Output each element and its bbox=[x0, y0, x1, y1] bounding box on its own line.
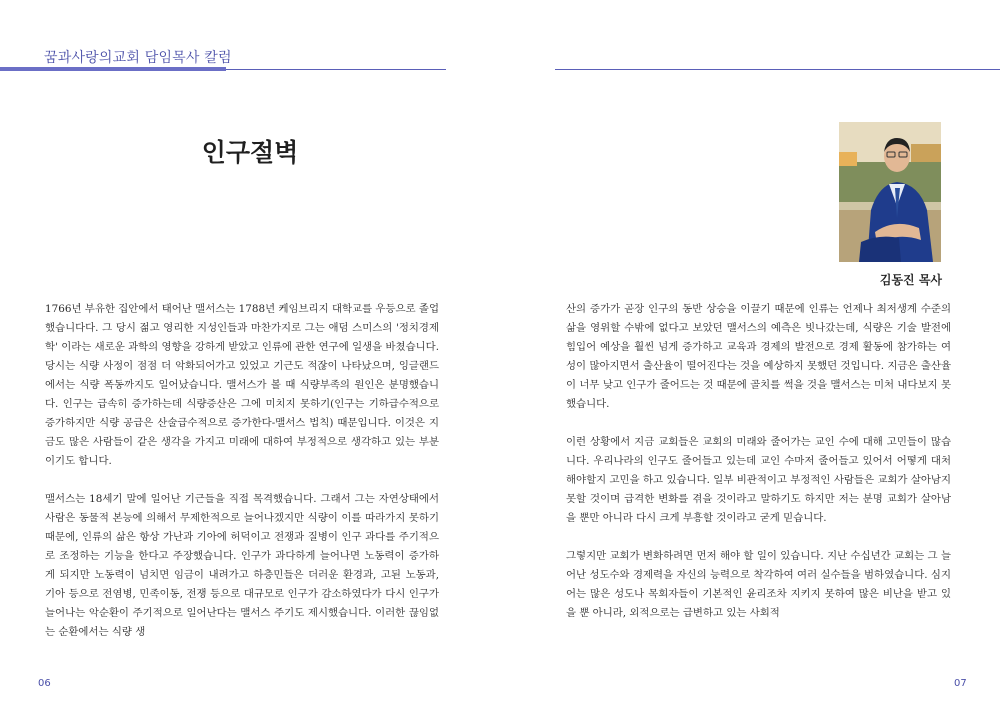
right-paragraph-1: 산의 증가가 곧장 인구의 동반 상승을 이끌기 때문에 인류는 언제나 최저생계 수준의 삶을 영위할 수밖에 없다고 보았던 맬서스의 예측은 빗나갔는데, 식량은 기술 발전에 힘입어 예상을 훨씬 넘게 증가하고 교육과 경제의 발전으로 경제 활동에 참가하는 여성이 많아지면서 출산율이 떨어진다는 것을 예상하지 못했던 것입니다. 지금은 출산율이 너무 낮고 인구가 줄어드는 것 때문에 골치를 썩을 것을 맬서스는 미처 내다보지 못했습니다. bbox=[566, 303, 951, 410]
page-number-right: 07 bbox=[954, 678, 967, 689]
left-paragraph-2: 맬서스는 18세기 말에 일어난 기근들을 직접 목격했습니다. 그래서 그는 자연상태에서 사람은 동물적 본능에 의해서 무제한적으로 늘어나겠지만 식량이 이를 따라가지 못하기 때문에, 인류의 삶은 항상 가난과 기아에 허덕이고 전쟁과 질병이 인구 과다를 주기적으로 조정하는 기능을 한다고 주장했습니다. 인구가 과다하게 늘어나면 노동력이 증가하게 되지만 노동력이 넘치면 임금이 내려가고 하층민들은 더러운 환경과, 고된 노동과, 기아 등으로 전염병, 민족이동, 전쟁 등으로 대규모로 인구가 감소하였다가 다시 인구가 늘어나는 악순환이 주기적으로 일어난다는 맬서스 주기도 제시했습니다. 이러한 끊임없는 순환에서는 식량 생 bbox=[45, 493, 439, 638]
right-paragraph-3: 그렇지만 교회가 변화하려면 먼저 해야 할 일이 있습니다. 지난 수십년간 교회는 그 늘어난 성도수와 경제력을 자신의 능력으로 착각하여 여러 실수들을 범하였습니다. 심지어는 많은 성도나 목회자들이 기본적인 윤리조차 지키지 못하여 많은 비난을 받고 있을 뿐 아니라, 외적으로는 급변하고 있는 사회적 bbox=[566, 550, 951, 619]
left-paragraph-1: 1766년 부유한 집안에서 태어난 맬서스는 1788년 케임브리지 대학교를 우등으로 졸업했습니다다. 그 당시 젊고 영리한 지성인들과 마찬가지로 그는 애덤 스미스의 '정치경제학' 이라는 새로운 과학의 영향을 강하게 받았고 인류에 관한 연구에 일생을 바쳤습니다. 당시는 식량 사정이 점점 더 악화되어가고 있었고 기근도 적잖이 나타났으며, 잉글랜드에서는 식량 폭동까지도 일어났습니다. 맬서스가 볼 때 식량부족의 원인은 분명했습니다. 인구는 급속히 증가하는데 식량증산은 그에 미치지 못하기(인구는 기하급수적으로 증가하지만 식량 공급은 산술급수적으로 증가한다-맬서스 법칙) 때문입니다. 이것은 지금도 많은 사람들이 같은 생각을 가지고 미래에 대하여 부정적으로 생각하고 있는 부분이기도 합니다. bbox=[45, 303, 439, 467]
article-title: 인구절벽 bbox=[201, 138, 299, 167]
header-rule-right bbox=[555, 69, 1000, 70]
right-column bbox=[566, 300, 951, 642]
left-column bbox=[45, 300, 439, 661]
author-photo bbox=[839, 122, 941, 262]
header-rule-left-accent bbox=[0, 67, 226, 71]
right-paragraph-2: 이런 상황에서 지금 교회들은 교회의 미래와 줄어가는 교인 수에 대해 고민들이 많습니다. 우리나라의 인구도 줄어들고 있는데 교인 수마저 줄어들고 있어서 어떻게 대처해야할지 고민을 하고 있습니다. 일부 비관적이고 부정적인 사람들은 교회가 살아남지 못할 것이며 급격한 변화를 겪을 것이라고 말하기도 하지만 저는 분명 교회가 살아남을 뿐만 아니라 다시 크게 부흥할 것이라고 굳게 믿습니다. bbox=[566, 436, 951, 524]
page-number-left: 06 bbox=[38, 678, 51, 689]
author-name: 김동진 목사 bbox=[879, 273, 942, 287]
header-title: 꿈과사랑의교회 담임목사 칼럼 bbox=[44, 50, 232, 66]
